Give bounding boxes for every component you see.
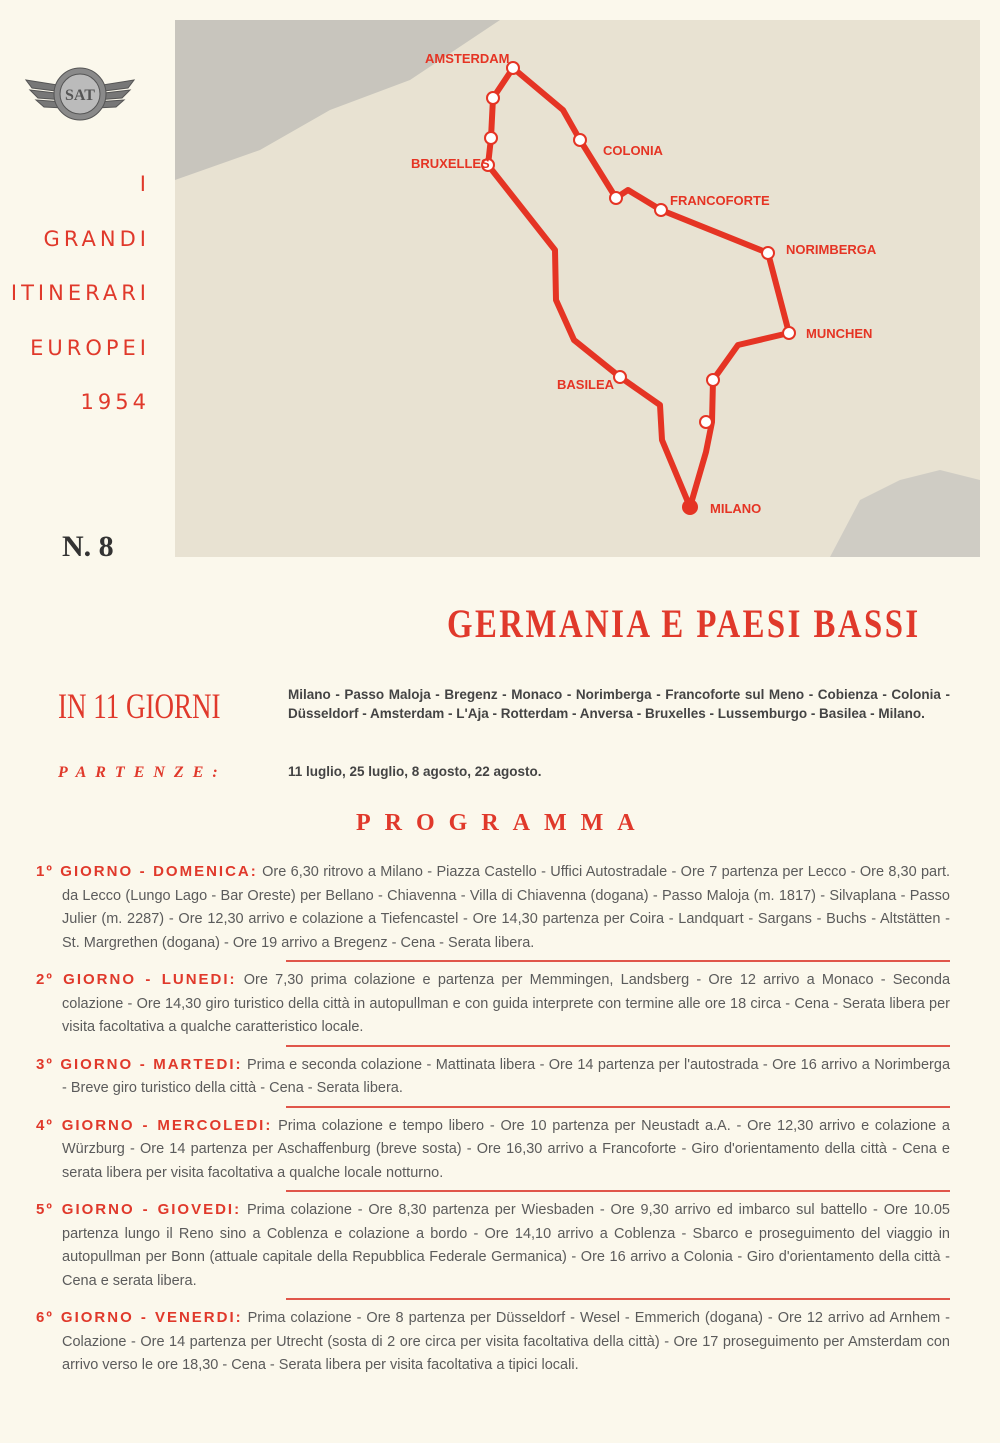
duration: IN 11 GIORNI: [58, 686, 221, 726]
heading-europei: EUROPEI: [30, 336, 150, 360]
city-colonia: COLONIA: [603, 143, 663, 158]
city-munchen: MUNCHEN: [806, 326, 873, 341]
day-entry: 2º GIORNO - LUNEDI: Ore 7,30 prima colazione e partenza per Memmingen, Landsberg - Ore 12 arrivo a Monaco - Seconda colazione - Ore 14,30 giro turistico della città in autopullman e con guida interprete con termine alle ore 18 circa - Cena - Serata libera per visita facoltativa a qualche caratteristico locale.: [36, 971, 951, 1035]
divider: [286, 1106, 950, 1108]
day-entry: 3º GIORNO - MARTEDI: Prima e seconda colazione - Mattinata libera - Ore 14 partenza per l'autostrada - Ore 16 arrivo a Norimberga - Breve giro turistico della città - Cena - Serata libera.: [36, 1055, 951, 1096]
day-entry: 1º GIORNO - DOMENICA: Ore 6,30 ritrovo a Milano - Piazza Castello - Uffici Autostradale - Ore 7 partenza per Lecco - Ore 8,30 part. da Lecco (Lungo Lago - Bar Oreste) per Bellano - Chiavenna - Villa di Chiavenna (dogana) - Passo Maloja (m. 1817) - Silvaplana - Passo Julier (m. 2287) - Ore 12,30 arrivo e colazione a Tiefencastel - Ore 14,30 partenza per Coira - Landquart - Sargans - Buchs - Altstätten - St. Margrethen (dogana) - Ore 19 arrivo a Bregenz - Cena - Serata libera.: [36, 863, 950, 951]
svg-text:SAT: SAT: [65, 87, 95, 104]
divider: [286, 1045, 950, 1047]
city-milano: MILANO: [710, 501, 762, 516]
day-entry: 5º GIORNO - GIOVEDI: Prima colazione - Ore 8,30 partenza per Wiesbaden - Ore 9,30 arrivo ed imbarco sul battello - Ore 10.05 partenza lungo il Reno sino a Coblenza e colazione a bordo - Ore 14,10 arrivo a Coblenza - Sbarco e proseguimento del viaggio in autopullman per Bonn (attuale capitale della Repubblica Federale Germanica) - Ore 16 arrivo a Colonia - Giro d'orientamento della città - Cena e serata libera.: [36, 1201, 950, 1289]
heading-grandi: GRANDI: [43, 227, 150, 251]
day-entry: 6º GIORNO - VENERDI: Prima colazione - Ore 8 partenza per Düsseldorf - Wesel - Emmerich (dogana) - Ore 12 arrivo ad Arnhem - Colazione - Ore 14 partenza per Utrecht (sosta di 2 ore circa per visita facoltativa della città) - Ore 17 proseguimento per Amsterdam con arrivo verso le ore 18,30 - Cena - Serata libera per visita facoltativa a tipici locali.: [36, 1309, 950, 1373]
city-norimberga: NORIMBERGA: [786, 242, 877, 257]
city-francoforte: FRANCOFORTE: [670, 193, 770, 208]
divider: [286, 960, 950, 962]
heading-itinerari: ITINERARI: [10, 281, 150, 305]
sat-logo: [24, 58, 136, 130]
departures-dates: 11 luglio, 25 luglio, 8 agosto, 22 agosto.: [288, 764, 542, 779]
divider: [286, 1298, 950, 1300]
day-entry: 4º GIORNO - MERCOLEDI: Prima colazione e tempo libero - Ore 10 partenza per Neustadt a.A. - Ore 12,30 arrivo e colazione a Würzburg - Ore 14 partenza per Aschaffenburg (breve sosta) - Ore 16,30 arrivo a Francoforte - Giro d'orientamento della città - Cena e serata libera per visita facoltativa a qualche locale notturno.: [36, 1116, 950, 1181]
heading-i: I: [139, 172, 150, 196]
city-bruxelles: BRUXELLES: [411, 156, 490, 171]
city-amsterdam: AMSTERDAM: [425, 51, 510, 66]
route-map: [175, 20, 980, 557]
heading-year: 1954: [80, 390, 150, 414]
daily-program: [36, 860, 950, 1378]
programma-heading: PROGRAMMA: [356, 810, 649, 836]
departures-label: PARTENZE:: [58, 764, 227, 781]
itinerary-number: N. 8: [62, 530, 114, 563]
divider: [286, 1190, 950, 1192]
route-description: Milano - Passo Maloja - Bregenz - Monaco - Norimberga - Francoforte sul Meno - Cobienza - Colonia - Düsseldorf - Amsterdam - L'Aja - Rotterdam - Anversa - Bruxelles - Lussemburgo - Basilea - Milano.: [288, 687, 950, 721]
page-title: GERMANIA E PAESI BASSI: [447, 601, 921, 646]
city-basilea: BASILEA: [557, 377, 615, 392]
